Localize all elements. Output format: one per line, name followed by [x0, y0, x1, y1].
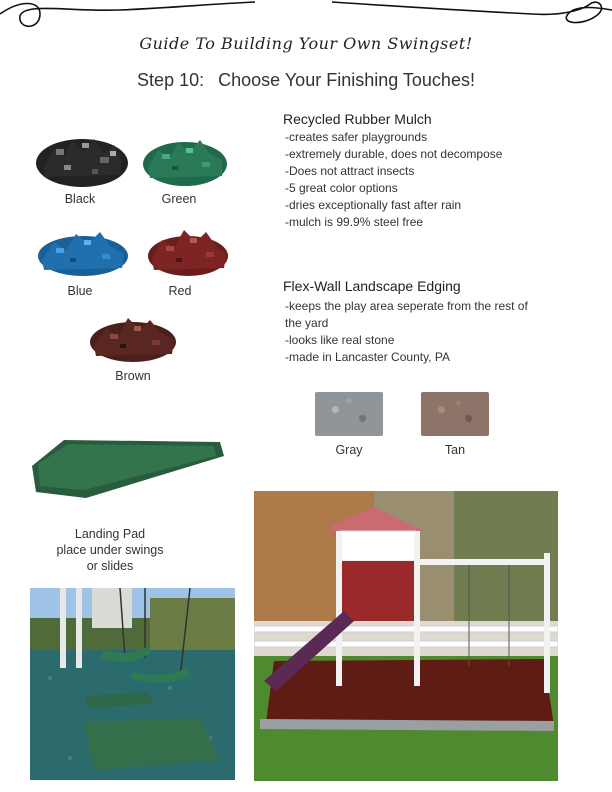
step-heading — [0, 70, 612, 91]
mulch-pile-blue-image — [36, 224, 130, 278]
mulch-label-red: Red — [168, 284, 192, 298]
mulch-label-black: Black — [64, 192, 96, 206]
guide-title: Guide To Building Your Own Swingset! — [139, 34, 473, 53]
edging-swatch-tan — [421, 392, 489, 436]
edging-swatch-gray — [315, 392, 383, 436]
mulch-pile-black-image — [34, 127, 130, 191]
list-item: -keeps the play area seperate from the rest of — [285, 299, 528, 313]
landing-pad-caption-line: or slides — [86, 559, 134, 573]
landing-pad-caption-line: Landing Pad — [74, 527, 146, 541]
landing-pad-caption — [40, 526, 180, 574]
mulch-pile-brown-image — [88, 310, 178, 364]
list-item: -looks like real stone — [285, 333, 395, 347]
edging-label-gray: Gray — [335, 443, 363, 457]
swings-over-mulch-photo — [30, 588, 235, 780]
list-item: -Does not attract insects — [285, 164, 415, 178]
step-title: Choose Your Finishing Touches! — [218, 70, 475, 90]
list-item: the yard — [285, 316, 329, 330]
mulch-label-blue: Blue — [67, 284, 93, 298]
list-item: -dries exceptionally fast after rain — [285, 198, 462, 212]
list-item: -mulch is 99.9% steel free — [285, 215, 424, 229]
landing-pad-image — [28, 436, 228, 506]
mulch-label-green: Green — [161, 192, 197, 206]
edging-features-list — [285, 298, 575, 366]
list-item: -5 great color options — [285, 181, 398, 195]
list-item: -creates safer playgrounds — [285, 130, 428, 144]
mulch-pile-red-image — [146, 222, 230, 278]
mulch-features-list — [285, 129, 585, 231]
swingset-photo — [254, 491, 558, 781]
mulch-heading: Recycled Rubber Mulch — [283, 111, 432, 127]
mulch-label-brown: Brown — [115, 369, 151, 383]
landing-pad-caption-line: place under swings — [56, 543, 164, 557]
edging-heading: Flex-Wall Landscape Edging — [283, 278, 461, 294]
step-label: Step 10: — [137, 70, 205, 90]
list-item: -extremely durable, does not decompose — [285, 147, 503, 161]
list-item: -made in Lancaster County, PA — [285, 350, 450, 364]
mulch-pile-green-image — [142, 130, 228, 188]
edging-label-tan: Tan — [444, 443, 466, 457]
